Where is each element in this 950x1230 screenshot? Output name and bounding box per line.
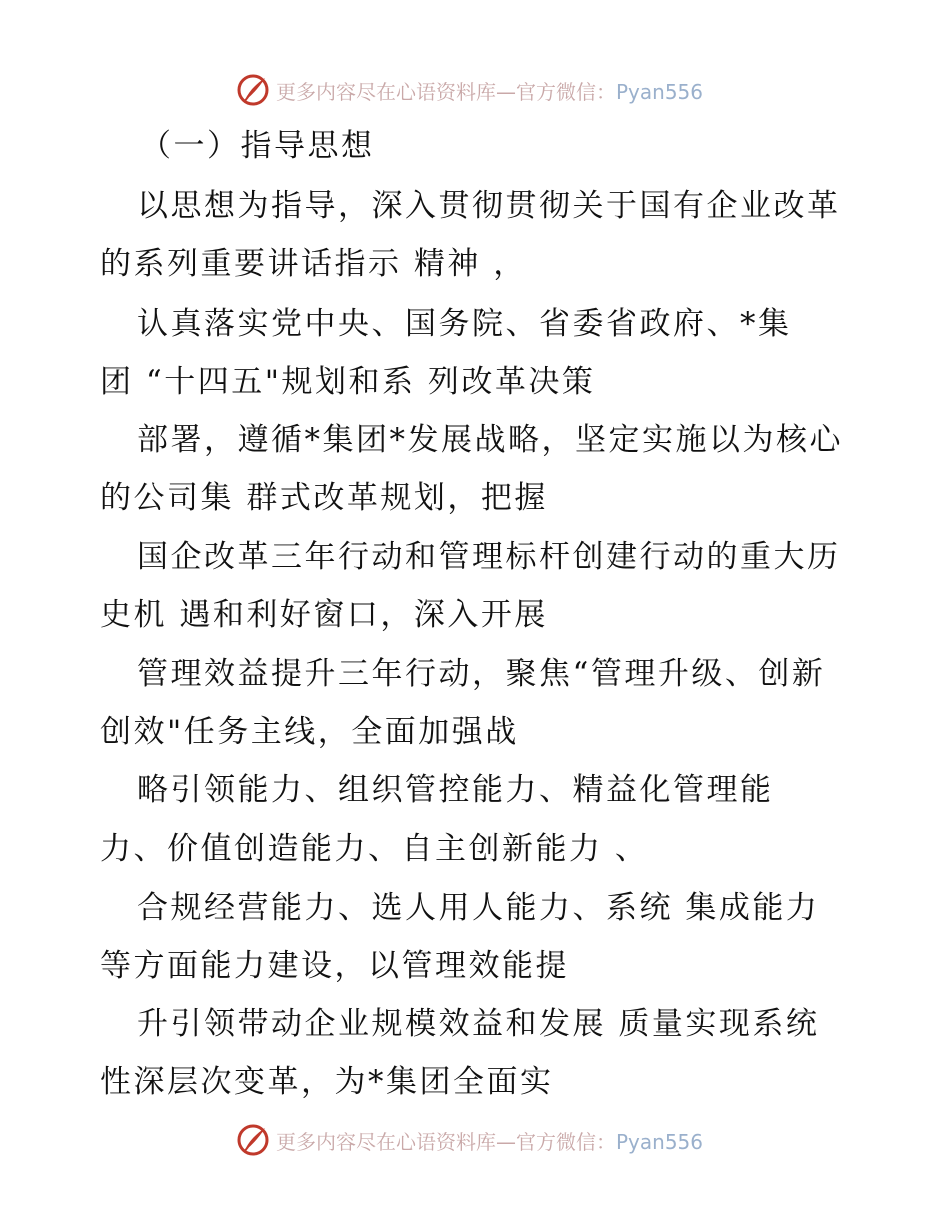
paragraph-line: 部署，遵循*集团*发展战略，坚定实施以为核心 — [137, 422, 843, 458]
paragraph-line: 史机 遇和利好窗口，深入开展 — [100, 597, 548, 633]
paragraph-line: 团 “十四五"规划和系 列改革决策 — [100, 364, 596, 400]
watermark-header — [236, 72, 716, 108]
watermark-text: 更多内容尽在心语资料库—官方微信：Pyan556 — [276, 79, 704, 104]
paragraph-line: 略引领能力、组织管控能力、精益化管理能 — [137, 772, 774, 808]
feather-logo-icon — [236, 1123, 270, 1157]
paragraph-line: 等方面能力建设，以管理效能提 — [100, 948, 569, 984]
watermark-text: 更多内容尽在心语资料库—官方微信：Pyan556 — [276, 1129, 704, 1154]
paragraph-line: 力、价值创造能力、自主创新能力 、 — [100, 831, 649, 867]
paragraph-line: 认真落实党中央、国务院、省委省政府、*集 — [137, 306, 792, 342]
paragraph-line: 管理效益提升三年行动，聚焦“管理升级、创新 — [137, 656, 826, 692]
paragraph-line: 创效"任务主线，全面加强战 — [100, 714, 519, 750]
feather-logo-icon — [236, 73, 270, 107]
paragraph-line: 的公司集 群式改革规划，把握 — [100, 480, 548, 516]
paragraph-line: 以思想为指导，深入贯彻贯彻关于国有企业改革 — [137, 188, 841, 224]
paragraph-line: 国企改革三年行动和管理标杆创建行动的重大历 — [137, 539, 841, 575]
section-heading: （一）指导思想 — [140, 128, 375, 164]
paragraph-line: 合规经营能力、选人用人能力、系统 集成能力 — [137, 890, 820, 926]
paragraph-line: 升引领带动企业规模效益和发展 质量实现系统 — [137, 1006, 820, 1042]
paragraph-line: 性深层次变革，为*集团全面实 — [100, 1064, 554, 1100]
watermark-footer — [236, 1122, 716, 1158]
paragraph-line: 的系列重要讲话指示 精神 ， — [100, 246, 527, 282]
